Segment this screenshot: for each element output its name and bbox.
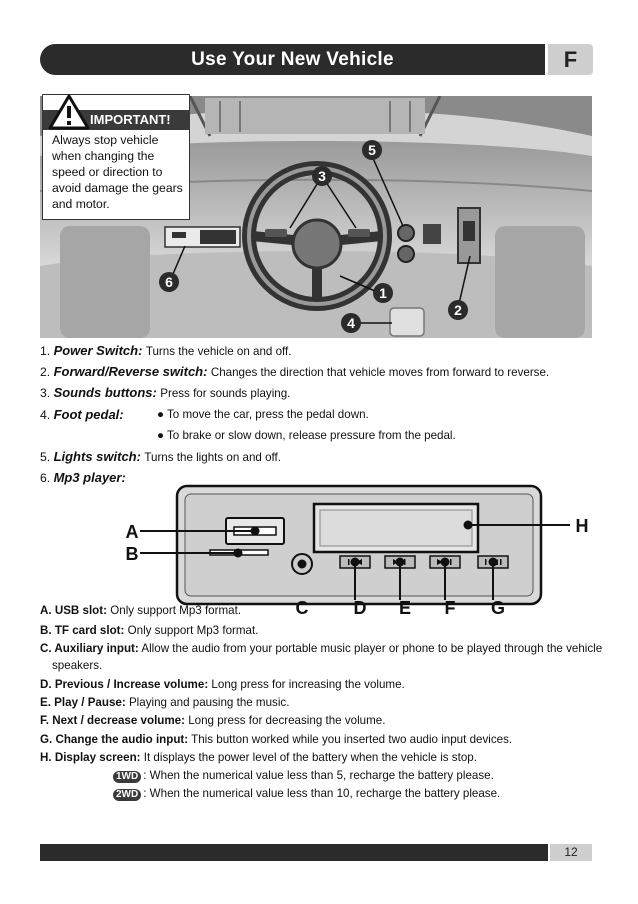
list-item-foot-pedal: 4. Foot pedal: bbox=[40, 407, 124, 422]
desc-display-screen: H. Display screen: It displays the power level of the battery when the vehicle is stop. bbox=[40, 751, 477, 764]
mp3-label-a: A bbox=[125, 522, 139, 542]
battery-note-2wd: 2WD : When the numerical value less than 10, recharge the battery please. bbox=[113, 786, 500, 802]
badge-1wd: 1WD bbox=[113, 771, 141, 783]
mp3-label-h: H bbox=[575, 516, 589, 536]
svg-text:5: 5 bbox=[368, 142, 376, 158]
desc-aux-input-cont: speakers. bbox=[52, 659, 103, 672]
mp3-label-e: E bbox=[398, 598, 412, 616]
svg-text:3: 3 bbox=[318, 168, 326, 184]
warning-title: IMPORTANT! bbox=[90, 112, 171, 127]
page-title: Use Your New Vehicle bbox=[191, 49, 394, 70]
warning-icon bbox=[48, 94, 90, 130]
mp3-label-c: C bbox=[295, 598, 309, 616]
footer-bar bbox=[40, 844, 548, 861]
battery-note-1wd: 1WD : When the numerical value less than 5, recharge the battery please. bbox=[113, 768, 494, 784]
badge-2wd: 2WD bbox=[113, 789, 141, 801]
callout-5 bbox=[362, 140, 382, 160]
callout-6 bbox=[159, 272, 179, 292]
list-item-sounds-buttons: 3. Sounds buttons: Press for sounds playing. bbox=[40, 385, 291, 400]
desc-next: F. Next / decrease volume: Long press for decreasing the volume. bbox=[40, 714, 386, 727]
mp3-label-d: D bbox=[353, 598, 367, 616]
mp3-player-diagram bbox=[110, 480, 594, 616]
foot-pedal-release: ● To brake or slow down, release pressure from the pedal. bbox=[157, 429, 456, 442]
list-item-power-switch: 1. Power Switch: Turns the vehicle on and off. bbox=[40, 343, 292, 358]
callout-1 bbox=[373, 283, 393, 303]
svg-text:4: 4 bbox=[347, 315, 355, 331]
foot-pedal-press: ● To move the car, press the pedal down. bbox=[157, 408, 369, 421]
desc-play-pause: E. Play / Pause: Playing and pausing the music. bbox=[40, 696, 290, 709]
warning-text: Always stop vehicle when changing the speed or direction to avoid damage the gears and motor. bbox=[52, 133, 183, 211]
svg-text:1: 1 bbox=[379, 285, 387, 301]
list-item-lights-switch: 5. Lights switch: Turns the lights on and off. bbox=[40, 449, 281, 464]
mp3-label-g: G bbox=[490, 598, 506, 616]
callout-4 bbox=[341, 313, 361, 333]
svg-text:6: 6 bbox=[165, 274, 173, 290]
svg-text:2: 2 bbox=[454, 302, 462, 318]
list-item-mp3-player: 6. Mp3 player: bbox=[40, 470, 126, 485]
page-number: 12 bbox=[550, 844, 592, 861]
list-item-forward-reverse: 2. Forward/Reverse switch: Changes the direction that vehicle moves from forward to reverse. bbox=[40, 364, 550, 379]
callout-2 bbox=[448, 300, 468, 320]
mp3-label-b: B bbox=[125, 544, 139, 564]
desc-change-input: G. Change the audio input: This button worked while you inserted two audio input devices. bbox=[40, 733, 513, 746]
mp3-label-f: F bbox=[444, 598, 456, 616]
desc-usb-slot: A. USB slot: Only support Mp3 format. bbox=[40, 604, 242, 617]
desc-tf-slot: B. TF card slot: Only support Mp3 format. bbox=[40, 624, 259, 637]
callout-3 bbox=[312, 166, 332, 186]
desc-aux-input: C. Auxiliary input: Allow the audio from your portable music player or phone to be played through the vehicle bbox=[40, 642, 603, 655]
desc-previous: D. Previous / Increase volume: Long press for increasing the volume. bbox=[40, 678, 405, 691]
section-letter: F bbox=[548, 44, 593, 75]
